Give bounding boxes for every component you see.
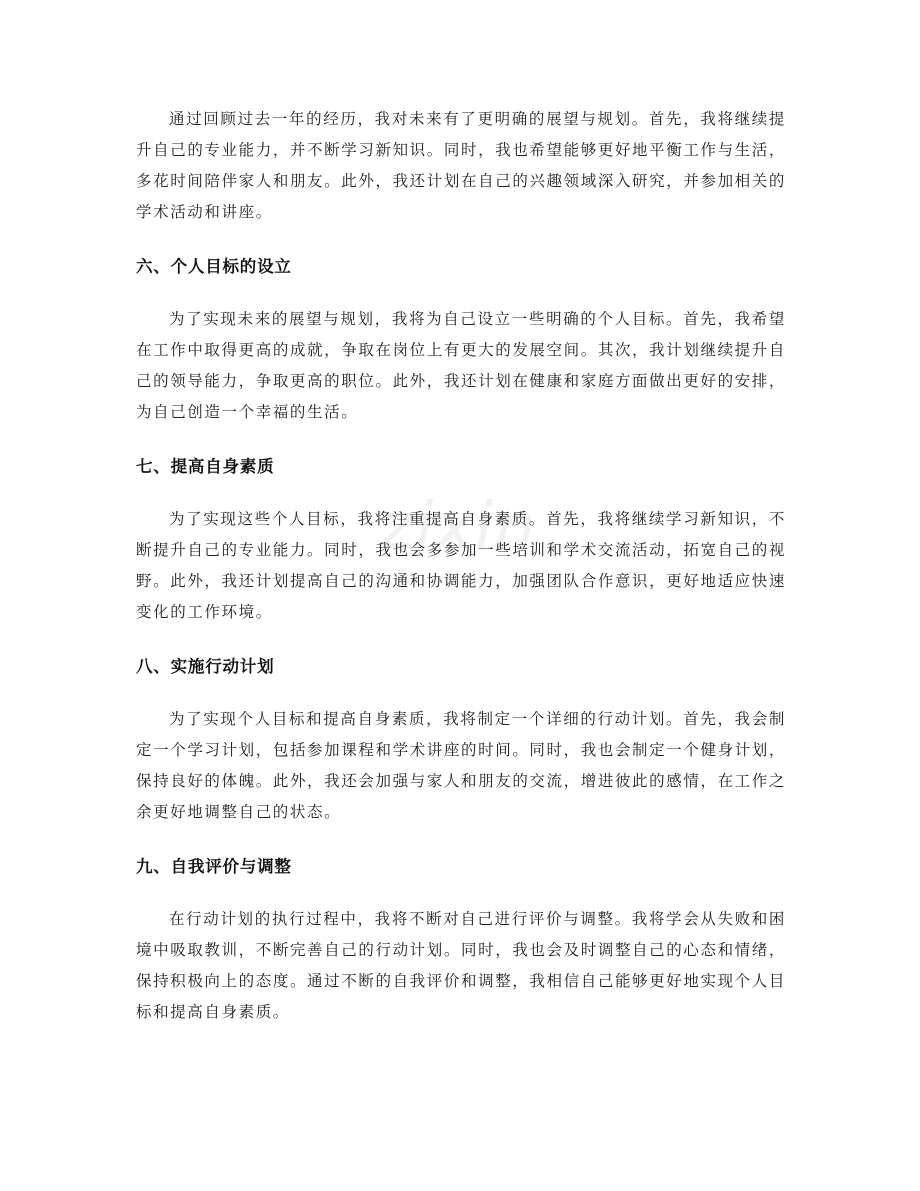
section-paragraph-9: 在行动计划的执行过程中，我将不断对自己进行评价与调整。我将学会从失败和困境中吸取教训，不断完善自己的行动计划。同时，我也会及时调整自己的心态和情绪，保持积极向上的态度。通过不断的自我评价和调整，我相信自己能够更好地实现个人目标和提高自身素质。 bbox=[136, 910, 786, 1021]
section-heading-6: 六、个人目标的设立 bbox=[136, 257, 292, 276]
section-heading-7: 七、提高自身素质 bbox=[136, 457, 275, 476]
section-heading-9: 九、自我评价与调整 bbox=[136, 857, 292, 876]
section-heading-8: 八、实施行动计划 bbox=[136, 657, 275, 676]
document-body bbox=[136, 104, 786, 1028]
section-paragraph-7: 为了实现这些个人目标，我将注重提高自身素质。首先，我将继续学习新知识，不断提升自己的专业能力。同时，我也会多参加一些培训和学术交流活动，拓宽自己的视野。此外，我还计划提高自己的沟通和协调能力，加强团队合作意识，更好地适应快速变化的工作环境。 bbox=[136, 510, 786, 621]
section-paragraph-6: 为了实现未来的展望与规划，我将为自己设立一些明确的个人目标。首先，我希望在工作中取得更高的成就，争取在岗位上有更大的发展空间。其次，我计划继续提升自己的领导能力，争取更高的职位。此外，我还计划在健康和家庭方面做出更好的安排，为自己创造一个幸福的生活。 bbox=[136, 310, 786, 421]
section-paragraph-8: 为了实现个人目标和提高自身素质，我将制定一个详细的行动计划。首先，我会制定一个学习计划，包括参加课程和学术讲座的时间。同时，我也会制定一个健身计划，保持良好的体魄。此外，我还会加强与家人和朋友的交流，增进彼此的感情，在工作之余更好地调整自己的状态。 bbox=[136, 710, 786, 821]
watermark-logo: zixin bbox=[380, 490, 538, 564]
intro-paragraph: 通过回顾过去一年的经历，我对未来有了更明确的展望与规划。首先，我将继续提升自己的专业能力，并不断学习新知识。同时，我也希望能够更好地平衡工作与生活，多花时间陪伴家人和朋友。此外，我还计划在自己的兴趣领域深入研究，并参加相关的学术活动和讲座。 bbox=[136, 110, 786, 221]
